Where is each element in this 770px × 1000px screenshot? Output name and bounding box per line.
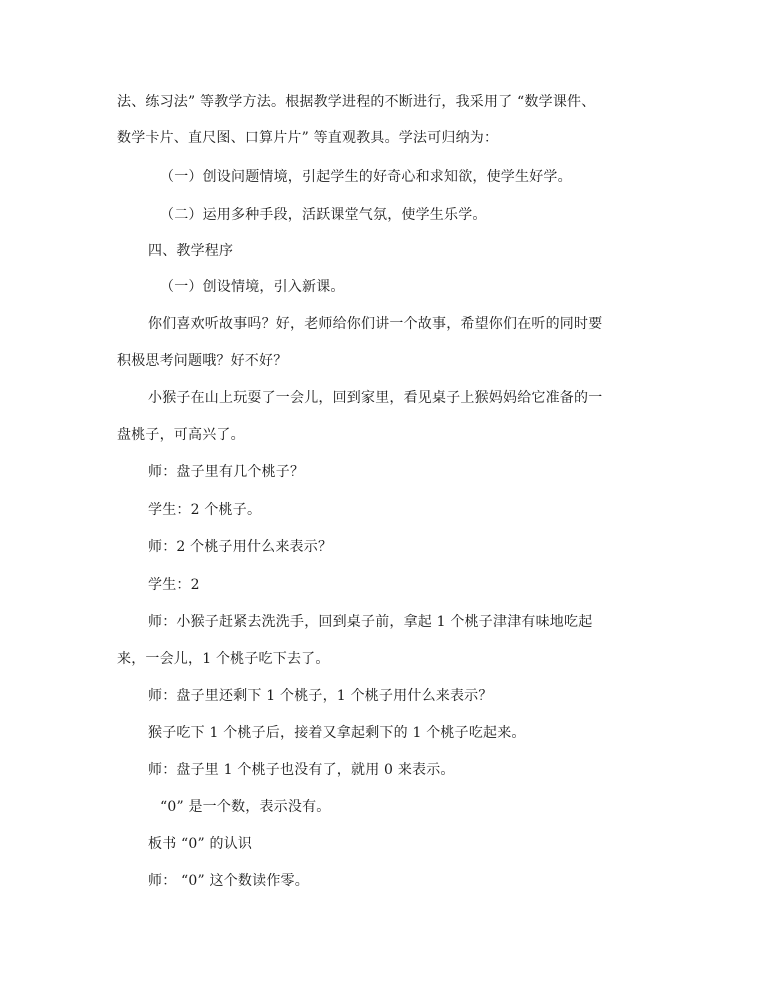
board-note: 板书 “0” 的认识 (148, 836, 253, 852)
dialogue-line: 师：盘子里 1 个桃子也没有了，就用 0 来表示。 (148, 762, 455, 778)
text-line: 数学卡片、直尺图、口算片片” 等直观教具。学法可归纳为： (117, 130, 499, 146)
text-line: 猴子吃下 1 个桃子后，接着又拿起剩下的 1 个桃子吃起来。 (148, 725, 526, 741)
dialogue-line: 师：2 个桃子用什么来表示？ (148, 539, 333, 555)
text-line: “0” 是一个数，表示没有。 (160, 799, 331, 815)
dialogue-line: 师： “0” 这个数读作零。 (148, 873, 309, 889)
dialogue-line: 学生：2 (148, 577, 200, 593)
section-heading: 四、教学程序 (148, 243, 234, 259)
list-item: （二）运用多种手段，活跃课堂气氛，使学生乐学。 (160, 207, 487, 223)
subsection-heading: （一）创设情境，引入新课。 (160, 279, 345, 295)
list-item: （一）创设问题情境，引起学生的好奇心和求知欲，使学生好学。 (160, 169, 572, 185)
text-line: 法、练习法” 等教学方法。根据教学进程的不断进行，我采用了 “数学课件、 (117, 94, 596, 110)
text-line: 你们喜欢听故事吗？好，老师给你们讲一个故事，希望你们在听的同时要 (148, 316, 603, 332)
dialogue-line: 师：盘子里还剩下 1 个桃子，1 个桃子用什么来表示？ (148, 688, 493, 704)
dialogue-line: 师：盘子里有几个桃子？ (148, 464, 305, 480)
text-line: 积极思考问题哦？好不好？ (117, 353, 288, 369)
text-line: 盘桃子，可高兴了。 (117, 427, 245, 443)
dialogue-line: 学生：2 个桃子。 (148, 502, 262, 518)
dialogue-line: 师：小猴子赶紧去洗洗手，回到桌子前，拿起 1 个桃子津津有味地吃起 (148, 614, 593, 630)
text-line: 小猴子在山上玩耍了一会儿，回到家里，看见桌子上猴妈妈给它准备的一 (148, 390, 603, 406)
text-line: 来，一会儿，1 个桃子吃下去了。 (117, 651, 330, 667)
